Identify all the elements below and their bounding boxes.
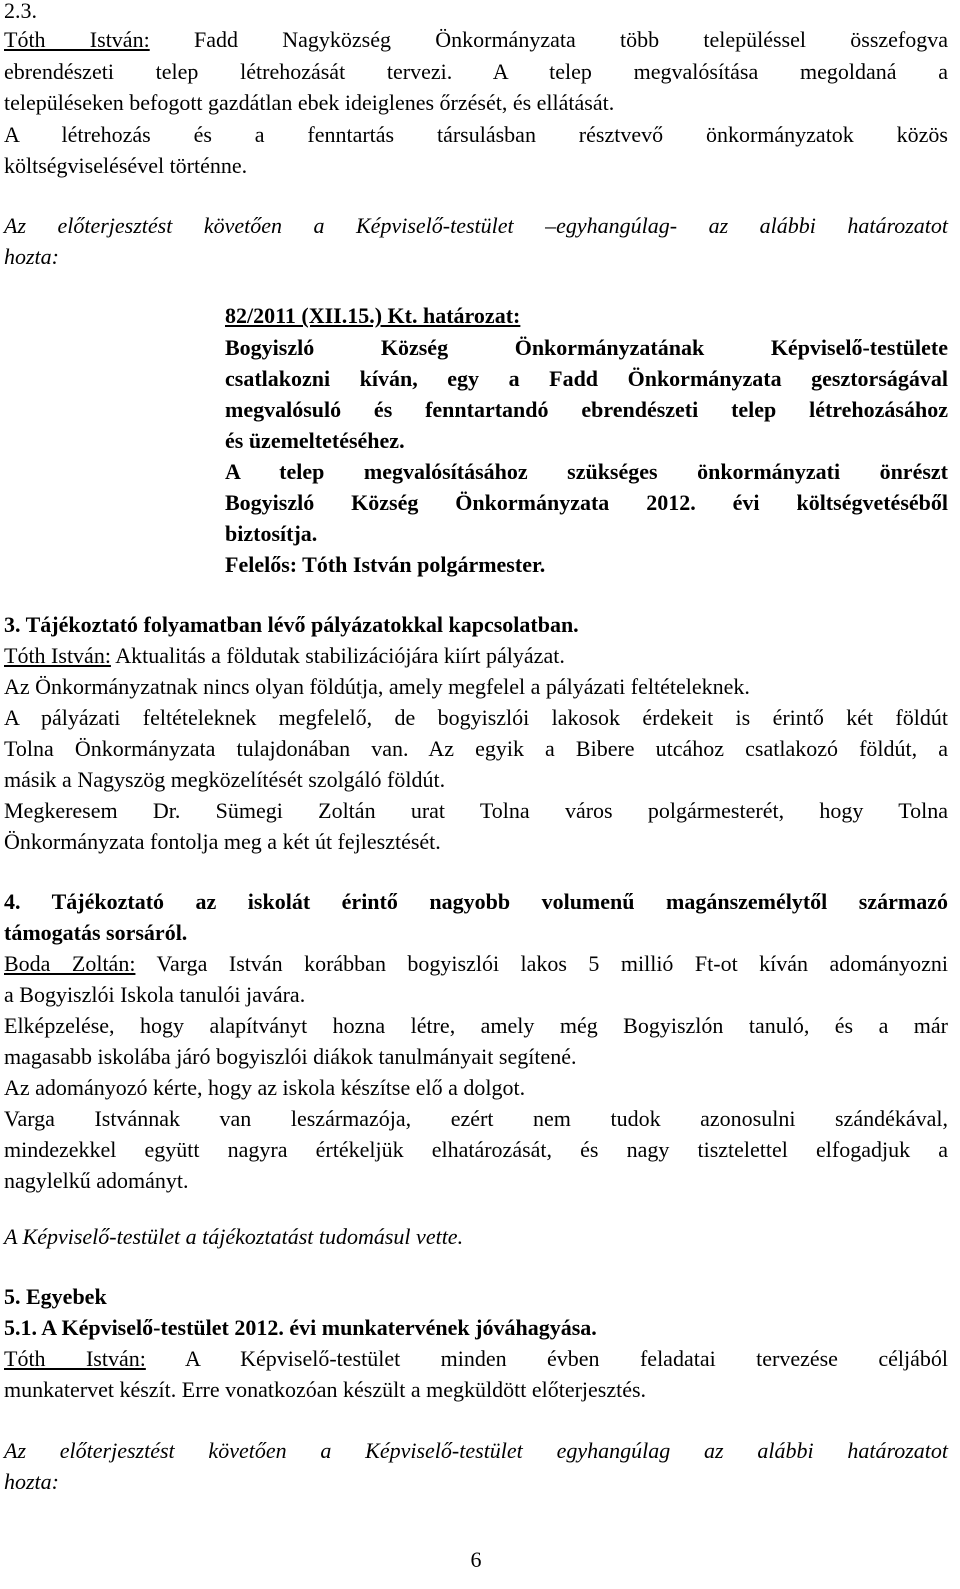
paragraph-line: másik a Nagyszög megközelítését szolgáló földút. [4,767,446,792]
paragraph-line: Tóth István: Aktualitás a földutak stabilizációjára kiírt pályázat. [4,643,565,668]
page-number: 6 [470,1547,482,1572]
section-heading: támogatás sorsáról. [4,920,188,945]
decision-intro-line: Az előterjesztést követően a Képviselő-testület –egyhangúlag- az alábbi határozatot [4,213,948,238]
paragraph-line: Tóth István: A Képviselő-testület minden évben feladatai tervezése céljából [4,1346,948,1371]
resolution-line: A telep megvalósításához szükséges önkormányzati önrészt [225,459,948,484]
paragraph-line: Tóth István: Fadd Nagyközség Önkormányzata több településsel összefogva [4,27,948,52]
paragraph-line: mindezekkel együtt nagyra értékeljük elhatározását, és nagy tisztelettel elfogadjuk a [4,1137,948,1162]
resolution-line: megvalósuló és fenntartandó ebrendészeti telep létrehozásához [225,397,948,422]
paragraph-line: nagylelkű adományt. [4,1168,189,1193]
paragraph-line: Tolna Önkormányzata tulajdonában van. Az egyik a Bibere utcához csatlakozó földút, a [4,736,948,761]
paragraph-line: költségviselésével történne. [4,153,248,178]
paragraph-line: a Bogyiszlói Iskola tanulói javára. [4,982,306,1007]
paragraph-line: Megkeresem Dr. Sümegi Zoltán urat Tolna város polgármesterét, hogy Tolna [4,798,948,823]
paragraph-line: magasabb iskolába járó bogyiszlói diákok tanulmányait segítené. [4,1044,577,1069]
paragraph-line: Varga Istvánnak van leszármazója, ezért nem tudok azonosulni szándékával, [4,1106,948,1131]
paragraph-line: településeken befogott gazdátlan ebek ideiglenes őrzését, és ellátását. [4,90,615,115]
resolution-line: csatlakozni kíván, egy a Fadd Önkormányzata gesztorságával [225,366,948,391]
document-page [4,0,948,1589]
section-number: 2.3. [4,0,37,23]
resolution-responsible: Felelős: Tóth István polgármester. [225,552,546,577]
paragraph-line: munkatervet készít. Erre vonatkozóan készült a megküldött előterjesztés. [4,1377,647,1402]
decision-intro-line: Az előterjesztést követően a Képviselő-testület egyhangúlag az alábbi határozatot [4,1438,948,1463]
paragraph-line: Az adományozó kérte, hogy az iskola készítse elő a dolgot. [4,1075,526,1100]
section-heading: 5. Egyebek [4,1284,107,1309]
paragraph-line: ebrendészeti telep létrehozását tervezi. A telep megvalósítása megoldaná a [4,59,948,84]
paragraph-line: Az Önkormányzatnak nincs olyan földútja, amely megfelel a pályázati feltételeknek. [4,674,750,699]
resolution-line: Bogyiszló Község Önkormányzatának Képviselő-testülete [225,335,948,360]
decision-intro-line: hozta: [4,244,59,269]
subsection-heading: 5.1. A Képviselő-testület 2012. évi munkatervének jóváhagyása. [4,1315,597,1340]
acknowledgement-note: A Képviselő-testület a tájékoztatást tudomásul vette. [4,1224,464,1249]
resolution-label: határozat: [417,303,521,328]
paragraph-line: A pályázati feltételeknek megfelelő, de bogyiszlói lakosok érdekeit is érintő két földút [4,705,948,730]
paragraph-line: Elképzelése, hogy alapítványt hozna létre, amely még Bogyiszlón tanuló, és a már [4,1013,948,1038]
speaker-name: Boda Zoltán: [4,951,136,976]
resolution-line: biztosítja. [225,521,318,546]
decision-intro-line: hozta: [4,1469,59,1494]
paragraph-line: Önkormányzata fontolja meg a két út fejlesztését. [4,829,441,854]
resolution-line: és üzemeltetéséhez. [225,428,405,453]
resolution-title [225,302,948,330]
resolution-number: 82/2011 (XII.15.) Kt. [225,303,418,328]
speaker-name: Tóth István: [4,1346,146,1371]
section-heading: 3. Tájékoztató folyamatban lévő pályázatokkal kapcsolatban. [4,612,579,637]
paragraph-line: Boda Zoltán: Varga István korábban bogyiszlói lakos 5 millió Ft-ot kíván adományozni [4,951,948,976]
resolution-line: Bogyiszló Község Önkormányzata 2012. évi költségvetéséből [225,490,948,515]
speaker-name: Tóth István: [4,27,150,52]
section-heading: 4. Tájékoztató az iskolát érintő nagyobb volumenű magánszemélytől származó [4,889,948,914]
paragraph-line: A létrehozás és a fenntartás társulásban résztvevő önkormányzatok közös [4,122,948,147]
speaker-name: Tóth István: [4,643,111,668]
